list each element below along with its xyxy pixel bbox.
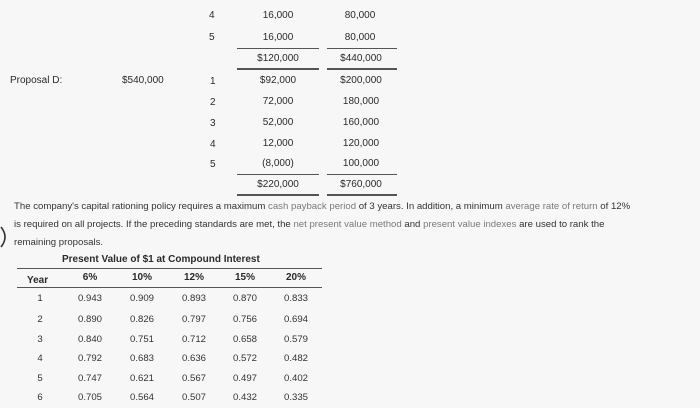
policy-paragraph: [14, 198, 630, 252]
pv-factor-cell: 0.943: [77, 293, 102, 304]
pv-year-cell: 2: [37, 314, 43, 325]
pv-factor-cell: 0.579: [283, 334, 308, 345]
cash-flow-total: $220,000: [257, 179, 299, 190]
pv-factor-cell: 0.792: [77, 353, 102, 364]
subtotal-rule: [237, 48, 319, 49]
pv-factor-cell: 0.564: [129, 392, 154, 403]
book-value-cell: $200,000: [340, 75, 382, 86]
cash-flow-cell: 52,000: [262, 117, 294, 128]
year-cell: 4: [209, 10, 215, 21]
pv-factor-cell: 0.497: [232, 373, 257, 384]
pv-factor-cell: 0.826: [129, 314, 154, 325]
pv-header-rate: 12%: [183, 272, 204, 283]
year-cell: 2: [210, 97, 216, 108]
subtotal-rule: [237, 174, 319, 175]
proposal-investment: $540,000: [122, 75, 164, 86]
pv-factor-cell: 0.840: [77, 334, 102, 345]
cash-payback-link[interactable]: cash payback period: [268, 201, 357, 212]
pv-year-cell: 3: [37, 334, 43, 345]
book-value-total: $440,000: [340, 53, 382, 64]
book-value-cell: 80,000: [344, 10, 376, 21]
cash-flow-total: $120,000: [257, 53, 299, 64]
year-cell: 5: [210, 159, 216, 170]
cash-flow-cell: (8,000): [262, 158, 294, 169]
book-value-cell: 80,000: [344, 32, 376, 43]
pv-year-cell: 5: [37, 373, 43, 384]
pv-factor-cell: 0.870: [232, 293, 257, 304]
book-value-cell: 160,000: [342, 117, 380, 128]
pv-factor-cell: 0.797: [181, 314, 206, 325]
pv-factor-cell: 0.747: [77, 373, 102, 384]
pv-factor-cell: 0.621: [129, 373, 154, 384]
year-cell: 1: [210, 76, 216, 87]
total-rule: [327, 194, 397, 196]
pv-factor-cell: 0.335: [283, 392, 308, 403]
cash-flow-cell: 16,000: [262, 10, 294, 21]
pv-factor-cell: 0.507: [181, 392, 206, 403]
policy-line-2: is required on all projects. If the preceding standards are met, the net present value method and present value indexes are used to rank the: [14, 219, 605, 230]
pv-header-rate: 15%: [234, 272, 255, 283]
pv-factor-cell: 0.893: [181, 293, 206, 304]
average-rate-of-return-link[interactable]: average rate of return: [505, 201, 598, 212]
cash-flow-cell: $92,000: [259, 75, 297, 86]
pv-factor-cell: 0.683: [129, 353, 154, 364]
pv-year-cell: 1: [37, 293, 43, 304]
pv-table-title: Present Value of $1 at Compound Interest: [62, 254, 260, 265]
proposal-label: Proposal D:: [10, 75, 63, 86]
book-value-cell: 100,000: [342, 158, 380, 169]
subtotal-rule: [327, 48, 397, 49]
policy-line-3: remaining proposals.: [14, 237, 104, 248]
year-cell: 3: [210, 118, 216, 129]
pv-factor-cell: 0.636: [181, 353, 206, 364]
total-rule: [237, 68, 319, 70]
bracket-marker-icon: [0, 226, 10, 248]
pv-header-rule-top: [17, 268, 322, 269]
pv-year-cell: 6: [37, 392, 43, 403]
pv-factor-cell: 0.482: [283, 353, 308, 364]
year-cell: 5: [209, 32, 215, 43]
pv-factor-cell: 0.890: [77, 314, 102, 325]
pv-factor-cell: 0.833: [283, 293, 308, 304]
pv-year-cell: 4: [37, 353, 43, 364]
year-cell: 4: [210, 139, 216, 150]
net-present-value-link[interactable]: net present value method: [293, 219, 402, 230]
pv-factor-cell: 0.432: [232, 392, 257, 403]
pv-header-rate: 10%: [131, 272, 152, 283]
pv-header-year: Year: [27, 275, 49, 286]
cash-flow-cell: 72,000: [262, 96, 294, 107]
total-rule: [327, 68, 397, 70]
subtotal-rule: [327, 174, 397, 175]
total-rule: [237, 194, 319, 196]
pv-factor-cell: 0.402: [283, 373, 308, 384]
pv-factor-cell: 0.572: [232, 353, 257, 364]
book-value-total: $760,000: [340, 179, 382, 190]
pv-factor-cell: 0.712: [181, 334, 206, 345]
present-value-index-link[interactable]: present value indexes: [423, 219, 517, 230]
book-value-cell: 120,000: [342, 138, 380, 149]
cash-flow-cell: 16,000: [262, 32, 294, 43]
pv-factor-cell: 0.909: [129, 293, 154, 304]
pv-header-rule-bottom: [17, 287, 322, 288]
pv-header-rate: 6%: [82, 272, 98, 283]
cash-flow-cell: 12,000: [262, 138, 294, 149]
pv-factor-cell: 0.694: [283, 314, 308, 325]
pv-factor-cell: 0.567: [181, 373, 206, 384]
pv-header-rate: 20%: [285, 272, 306, 283]
pv-factor-cell: 0.756: [232, 314, 257, 325]
pv-factor-cell: 0.751: [129, 334, 154, 345]
book-value-cell: 180,000: [342, 96, 380, 107]
pv-factor-cell: 0.705: [77, 392, 102, 403]
pv-factor-cell: 0.658: [232, 334, 257, 345]
policy-line-1: The company's capital rationing policy requires a maximum cash payback period of 3 years. In addition, a minimum average rate of return of 12%: [14, 201, 631, 212]
